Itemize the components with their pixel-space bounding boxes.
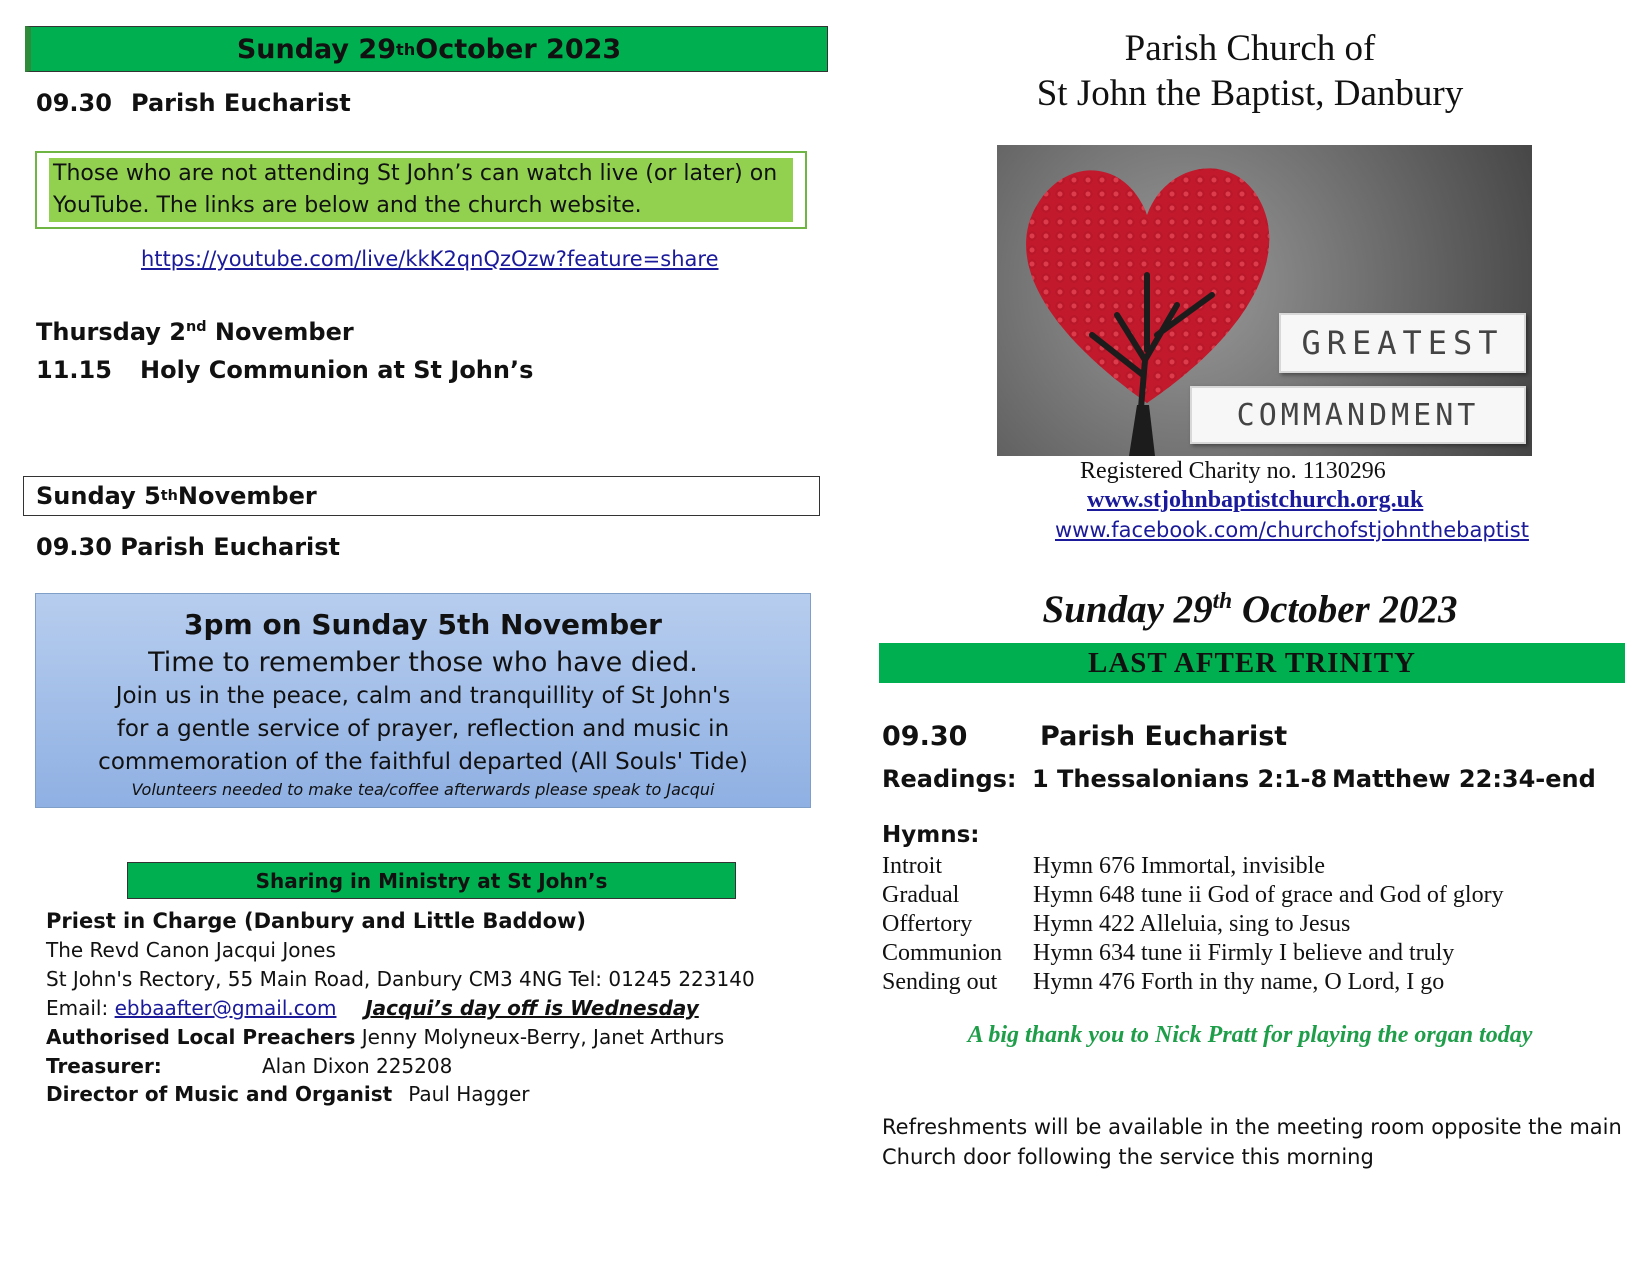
image-word-commandment: COMMANDMENT bbox=[1190, 386, 1526, 444]
service-date-title: Sunday 29th October 2023 bbox=[1042, 588, 1458, 631]
refreshments-line-1: Refreshments will be available in the meeting room opposite the main bbox=[882, 1115, 1622, 1139]
music-director-line: Director of Music and Organist Paul Hagger bbox=[46, 1082, 530, 1106]
priest-role: Priest in Charge (Danbury and Little Baddow) bbox=[46, 909, 587, 933]
service-sunday-29 bbox=[36, 89, 351, 117]
hymns-label: Hymns: bbox=[882, 822, 980, 848]
service-time: 09.30 bbox=[882, 721, 968, 752]
reading-first: 1 Thessalonians 2:1-8 bbox=[1032, 765, 1328, 793]
greatest-commandment-image bbox=[997, 145, 1532, 456]
all-souls-box bbox=[35, 593, 811, 808]
occasion-banner: LAST AFTER TRINITY bbox=[879, 643, 1625, 683]
service-time: 11.15 bbox=[36, 356, 112, 384]
preachers-line: Authorised Local Preachers Jenny Molyneux-Berry, Janet Arthurs bbox=[46, 1025, 725, 1049]
sunday-5-banner: Sunday 5 th November bbox=[23, 476, 820, 516]
volunteers-note: Volunteers needed to make tea/coffee afterwards please speak to Jacqui bbox=[131, 780, 715, 799]
main-service bbox=[882, 721, 1287, 752]
reading-second: Matthew 22:34-end bbox=[1332, 765, 1596, 793]
hymn-row: Gradual Hymn 648 tune ii God of grace and God of glory bbox=[882, 882, 1504, 908]
rectory-address: St John's Rectory, 55 Main Road, Danbury CM3 4NG Tel: 01245 223140 bbox=[46, 967, 755, 991]
service-sunday-5: 09.30 Parish Eucharist bbox=[36, 533, 341, 561]
service-name: Parish Eucharist bbox=[131, 89, 351, 117]
left-date-banner: Sunday 29 th October 2023 bbox=[25, 26, 828, 72]
church-name: Parish Church of St John the Baptist, Danbury bbox=[1036, 28, 1464, 114]
service-time: 09.30 bbox=[36, 89, 112, 117]
youtube-link[interactable]: https://youtube.com/live/kkK2qnQzOzw?feature=share bbox=[141, 247, 719, 271]
hymn-row: Offertory Hymn 422 Alleluia, sing to Jesus bbox=[882, 911, 1351, 937]
image-word-greatest: GREATEST bbox=[1279, 313, 1526, 373]
all-souls-line-2: for a gentle service of prayer, reflection and music in bbox=[116, 716, 730, 742]
all-souls-line-3: commemoration of the faithful departed (All Souls' Tide) bbox=[98, 749, 748, 775]
hymn-row: Introit Hymn 676 Immortal, invisible bbox=[882, 853, 1325, 879]
hymn-row: Sending out Hymn 476 Forth in thy name, O Lord, I go bbox=[882, 969, 1445, 995]
readings-line: Readings: 1 Thessalonians 2:1-8 Matthew 22:34-end bbox=[882, 765, 1596, 793]
organist-thanks: A big thank you to Nick Pratt for playing the organ today bbox=[967, 1022, 1533, 1048]
youtube-notice-text: Those who are not attending St John’s can watch live (or later) on YouTube. The links are below and the church website. bbox=[49, 158, 793, 222]
website-link[interactable]: www.stjohnbaptistchurch.org.uk bbox=[1087, 487, 1424, 513]
service-name: Holy Communion at St John’s bbox=[140, 356, 534, 384]
facebook-link[interactable]: www.facebook.com/churchofstjohnthebaptist bbox=[1055, 518, 1529, 542]
email-link[interactable]: ebbaafter@gmail.com bbox=[114, 996, 337, 1020]
youtube-notice-box bbox=[35, 151, 807, 229]
service-thursday bbox=[36, 356, 533, 384]
refreshments-line-2: Church door following the service this morning bbox=[882, 1145, 1374, 1169]
priest-name: The Revd Canon Jacqui Jones bbox=[46, 938, 336, 962]
treasurer-line: Treasurer: Alan Dixon 225208 bbox=[46, 1054, 453, 1078]
all-souls-line-1: Join us in the peace, calm and tranquillity of St John's bbox=[115, 683, 731, 709]
charity-number: Registered Charity no. 1130296 bbox=[1080, 458, 1386, 484]
day-off-note: Jacqui’s day off is Wednesday bbox=[365, 996, 699, 1020]
ministry-banner: Sharing in Ministry at St John’s bbox=[127, 862, 736, 899]
hymn-row: Communion Hymn 634 tune ii Firmly I believe and truly bbox=[882, 940, 1455, 966]
all-souls-heading: 3pm on Sunday 5th November bbox=[184, 608, 662, 641]
thursday-heading: Thursday 2nd November bbox=[36, 318, 354, 346]
service-name: Parish Eucharist bbox=[1040, 721, 1288, 752]
all-souls-subheading: Time to remember those who have died. bbox=[148, 647, 698, 678]
email-line: Email: ebbaafter@gmail.com Jacqui’s day off is Wednesday bbox=[46, 996, 699, 1020]
